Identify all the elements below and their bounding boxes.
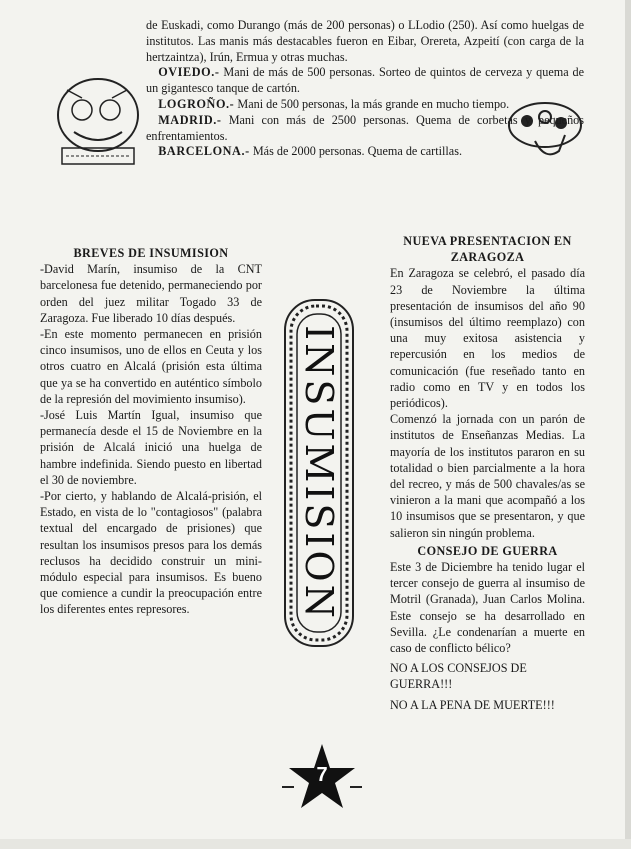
slogan: NO A LA PENA DE MUERTE!!! [390, 697, 555, 712]
left-paragraph: -José Luis Martín Igual, insumiso que permanecía desde el 15 de Noviembre en la prisión de Alcalá inició una huelga de hambre indefinida. Siendo puesto en libertad el 30 de noviembre. [40, 408, 262, 487]
right-paragraph: Este 3 de Diciembre ha tenido lugar el tercer consejo de guerra al insumiso de Motril (Granada), Juan Carlos Molina. Este consejo se ha desarrollado en Sevilla. ¿Le condenarían a muerte en caso de conflicto bélico? [390, 560, 585, 656]
left-paragraph: -En este momento permanecen en prisión cinco insumisos, uno de ellos en Ceuta y los otros cuatro en Alcalá (prisión esta última que ya se ha convertido en auténtico símbolo de la represión del movimiento insumiso). [40, 327, 262, 406]
right-column [390, 233, 585, 713]
slogan: NO A LOS CONSEJOS DE GUERRA!!! [390, 661, 527, 692]
madrid-text: Mani con más de 2500 personas. Quema de corbetas y pequeños enfrentamientos. [146, 112, 584, 143]
right-heading: NUEVA PRESENTACION EN ZARAGOZA [403, 234, 572, 265]
right-paragraph: En Zaragoza se celebró, el pasado día 23 de Noviembre la última presentación de insumisos del año 90 (insumisos del último reemplazo) con una muy exitosa asistencia y repercusión en los medios de comunicación (fue reseñado tanto en radio como en TV y en todos los periódicos). [390, 266, 585, 411]
footer-dash-right [350, 786, 362, 788]
madrid-entry [146, 113, 584, 145]
intro-block [146, 18, 584, 160]
left-paragraph: -David Marín, insumiso de la CNT barcelonesa fue detenido, permaneciendo por orden del juez militar Togado 33 de Zaragoza. Fue liberado 10 días después. [40, 262, 262, 325]
barcelona-entry [146, 144, 584, 160]
logrono-entry [146, 97, 584, 113]
oviedo-entry [146, 65, 584, 97]
banner-label-wrap [283, 298, 355, 648]
intro-paragraph: de Euskadi, como Durango (más de 200 personas) o LLodio (250). Así como huelgas de institutos. Las manis más destacables fueron en Eibar, Orereta, Azpeití (con carga de la hertzaintza), Irún, Ermua y otras muchas. [146, 18, 584, 64]
page-edge [0, 839, 631, 849]
left-column [40, 245, 262, 618]
logrono-text: Mani de 500 personas, la más grande en mucho tiempo. [237, 96, 510, 111]
right-paragraph: Comenzó la jornada con un parón de institutos de Enseñanzas Medias. La mayoría de los institutos pararon en su totalidad o bien parcialmente a la hora del recreo, y más de 500 chavales/as se vinieron a la mani que acompañó a los 10 insumisos que se presentaron, y que salieron sin ningún problema. [390, 412, 585, 540]
consejo-heading: CONSEJO DE GUERRA [417, 543, 558, 558]
cartoon-left-icon [52, 70, 144, 170]
barcelona-text: Más de 2000 personas. Quema de cartillas. [252, 144, 462, 159]
page-edge [625, 0, 631, 849]
barcelona-city: BARCELONA.- [158, 144, 250, 159]
left-paragraph: -Por cierto, y hablando de Alcalá-prisión, el Estado, en vista de lo "contagiosos" (palabra textual del encargado de prisiones) que resultan los insumisos presos para los demás reclusos ha decidido construir un mini-módulo especial para insumisos. Es bueno que comience a cundir la preocupación entre los diferentes entes represores. [40, 489, 262, 617]
banner-text: INSUMISION [297, 325, 341, 621]
footer-dash-left [282, 786, 294, 788]
left-heading: BREVES DE INSUMISION [73, 246, 229, 260]
page-number: 7 [316, 764, 328, 786]
oviedo-text: Mani de más de 500 personas. Sorteo de quintos de cerveza y quema de un gigantesco tanque de cartón. [146, 65, 585, 96]
oviedo-city: OVIEDO.- [158, 65, 220, 80]
logrono-city: LOGROÑO.- [158, 96, 235, 111]
madrid-city: MADRID.- [158, 112, 222, 127]
